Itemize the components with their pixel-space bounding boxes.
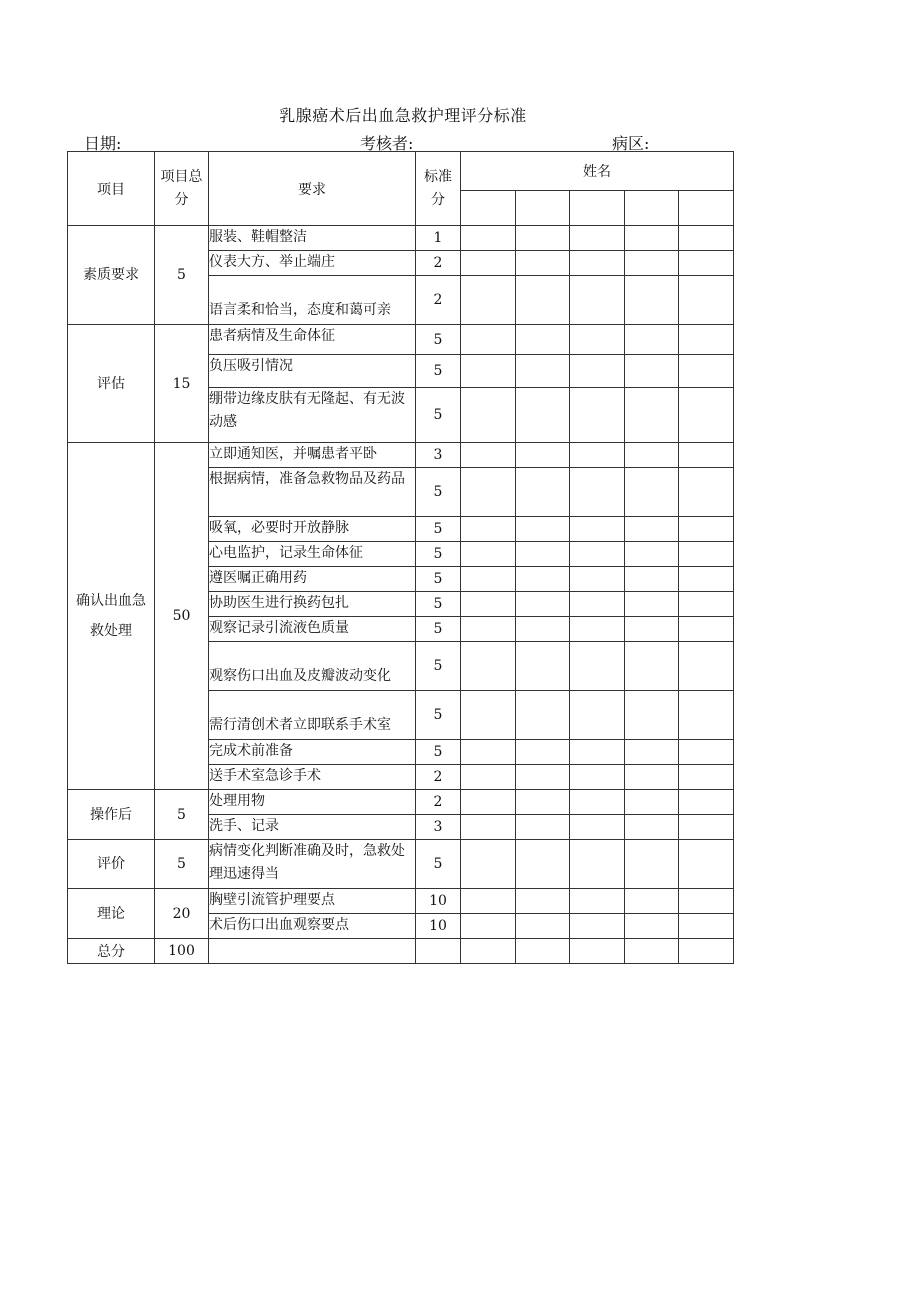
score-entry-cell[interactable] bbox=[516, 642, 570, 691]
score-entry-cell[interactable] bbox=[570, 251, 625, 276]
score-entry-cell[interactable] bbox=[461, 840, 516, 889]
requirement-text: 观察记录引流液色质量 bbox=[209, 617, 416, 642]
score-entry-cell[interactable] bbox=[679, 388, 734, 443]
score-entry-cell[interactable] bbox=[461, 517, 516, 542]
standard-score: 5 bbox=[416, 642, 461, 691]
standard-score: 5 bbox=[416, 617, 461, 642]
score-entry-cell[interactable] bbox=[570, 468, 625, 517]
score-entry-cell[interactable] bbox=[461, 388, 516, 443]
score-entry-cell[interactable] bbox=[570, 765, 625, 790]
name-column-cell[interactable] bbox=[516, 191, 570, 226]
score-entry-cell[interactable] bbox=[461, 939, 516, 964]
score-entry-cell[interactable] bbox=[516, 355, 570, 388]
standard-score: 1 bbox=[416, 226, 461, 251]
score-entry-cell[interactable] bbox=[570, 542, 625, 567]
standard-score: 5 bbox=[416, 517, 461, 542]
score-entry-cell[interactable] bbox=[570, 790, 625, 815]
score-entry-cell[interactable] bbox=[625, 355, 679, 388]
score-entry-cell[interactable] bbox=[625, 617, 679, 642]
score-entry-cell[interactable] bbox=[679, 542, 734, 567]
score-entry-cell[interactable] bbox=[461, 226, 516, 251]
header-standard-line1: 标准 bbox=[424, 168, 452, 185]
score-entry-cell[interactable] bbox=[625, 592, 679, 617]
standard-score: 5 bbox=[416, 840, 461, 889]
score-entry-cell[interactable] bbox=[570, 840, 625, 889]
score-entry-cell[interactable] bbox=[625, 251, 679, 276]
group-total-score: 15 bbox=[155, 325, 209, 443]
name-column-cell[interactable] bbox=[461, 191, 516, 226]
score-entry-cell[interactable] bbox=[516, 790, 570, 815]
group-total-score: 20 bbox=[155, 889, 209, 939]
score-entry-cell[interactable] bbox=[461, 251, 516, 276]
header-standard-line2: 分 bbox=[431, 191, 445, 208]
score-entry-cell[interactable] bbox=[461, 914, 516, 939]
requirement-text: 仪表大方、举止端庄 bbox=[209, 251, 416, 276]
score-entry-cell[interactable] bbox=[625, 388, 679, 443]
standard-score: 5 bbox=[416, 388, 461, 443]
score-entry-cell[interactable] bbox=[516, 567, 570, 592]
standard-score: 5 bbox=[416, 567, 461, 592]
table-row bbox=[68, 790, 734, 815]
total-score: 100 bbox=[155, 939, 209, 964]
score-entry-cell[interactable] bbox=[516, 388, 570, 443]
score-entry-cell[interactable] bbox=[461, 790, 516, 815]
total-requirement-empty bbox=[209, 939, 416, 964]
score-entry-cell[interactable] bbox=[461, 592, 516, 617]
score-entry-cell[interactable] bbox=[461, 691, 516, 740]
score-entry-cell[interactable] bbox=[625, 542, 679, 567]
score-entry-cell[interactable] bbox=[679, 517, 734, 542]
score-entry-cell[interactable] bbox=[570, 226, 625, 251]
header-requirement: 要求 bbox=[209, 152, 416, 226]
score-entry-cell[interactable] bbox=[461, 765, 516, 790]
score-entry-cell[interactable] bbox=[516, 517, 570, 542]
score-entry-cell[interactable] bbox=[679, 325, 734, 355]
score-entry-cell[interactable] bbox=[461, 740, 516, 765]
standard-score: 10 bbox=[416, 889, 461, 914]
score-entry-cell[interactable] bbox=[679, 691, 734, 740]
score-entry-cell[interactable] bbox=[679, 740, 734, 765]
group-name bbox=[68, 790, 155, 840]
score-entry-cell[interactable] bbox=[625, 642, 679, 691]
form-title: 乳腺癌术后出血急救护理评分标准 bbox=[279, 106, 527, 125]
standard-score: 5 bbox=[416, 325, 461, 355]
score-entry-cell[interactable] bbox=[516, 468, 570, 517]
group-total-score: 5 bbox=[155, 226, 209, 325]
score-entry-cell[interactable] bbox=[625, 740, 679, 765]
score-entry-cell[interactable] bbox=[625, 691, 679, 740]
score-entry-cell[interactable] bbox=[625, 468, 679, 517]
score-entry-cell[interactable] bbox=[625, 517, 679, 542]
standard-score: 2 bbox=[416, 251, 461, 276]
standard-score: 10 bbox=[416, 914, 461, 939]
score-entry-cell[interactable] bbox=[570, 889, 625, 914]
score-entry-cell[interactable] bbox=[625, 276, 679, 325]
score-entry-cell[interactable] bbox=[625, 840, 679, 889]
total-standard-empty bbox=[416, 939, 461, 964]
score-entry-cell[interactable] bbox=[679, 939, 734, 964]
requirement-text: 负压吸引情况 bbox=[209, 355, 416, 388]
score-entry-cell[interactable] bbox=[625, 815, 679, 840]
score-entry-cell[interactable] bbox=[570, 567, 625, 592]
score-entry-cell[interactable] bbox=[679, 914, 734, 939]
score-entry-cell[interactable] bbox=[625, 790, 679, 815]
group-name-line: 评价 bbox=[97, 856, 125, 872]
score-entry-cell[interactable] bbox=[679, 251, 734, 276]
standard-score: 5 bbox=[416, 542, 461, 567]
score-entry-cell[interactable] bbox=[570, 517, 625, 542]
table-row bbox=[68, 889, 734, 914]
score-entry-cell[interactable] bbox=[516, 691, 570, 740]
score-entry-cell[interactable] bbox=[625, 939, 679, 964]
score-entry-cell[interactable] bbox=[516, 840, 570, 889]
score-entry-cell[interactable] bbox=[679, 276, 734, 325]
score-entry-cell[interactable] bbox=[570, 325, 625, 355]
score-entry-cell[interactable] bbox=[516, 325, 570, 355]
header-name: 姓名 bbox=[461, 152, 734, 191]
date-label: 日期: bbox=[84, 134, 122, 153]
requirement-text: 遵医嘱正确用药 bbox=[209, 567, 416, 592]
total-row bbox=[68, 939, 734, 964]
standard-score: 2 bbox=[416, 765, 461, 790]
requirement-text: 立即通知医，并嘱患者平卧 bbox=[209, 443, 416, 468]
ward-label: 病区: bbox=[612, 134, 650, 153]
score-entry-cell[interactable] bbox=[461, 542, 516, 567]
score-entry-cell[interactable] bbox=[570, 691, 625, 740]
standard-score: 3 bbox=[416, 815, 461, 840]
requirement-text: 处理用物 bbox=[209, 790, 416, 815]
requirement-text: 胸壁引流管护理要点 bbox=[209, 889, 416, 914]
score-entry-cell[interactable] bbox=[516, 740, 570, 765]
score-entry-cell[interactable] bbox=[516, 939, 570, 964]
standard-score: 5 bbox=[416, 355, 461, 388]
score-entry-cell[interactable] bbox=[679, 765, 734, 790]
score-entry-cell[interactable] bbox=[461, 443, 516, 468]
score-entry-cell[interactable] bbox=[570, 592, 625, 617]
header-item: 项目 bbox=[68, 152, 155, 226]
score-entry-cell[interactable] bbox=[679, 790, 734, 815]
score-entry-cell[interactable] bbox=[625, 567, 679, 592]
score-entry-cell[interactable] bbox=[570, 914, 625, 939]
score-entry-cell[interactable] bbox=[570, 443, 625, 468]
group-name-line: 救处理 bbox=[90, 623, 132, 639]
examiner-label: 考核者: bbox=[360, 134, 414, 153]
requirement-text: 协助医生进行换药包扎 bbox=[209, 592, 416, 617]
score-entry-cell[interactable] bbox=[516, 815, 570, 840]
requirement-text: 术后伤口出血观察要点 bbox=[209, 914, 416, 939]
score-entry-cell[interactable] bbox=[516, 226, 570, 251]
score-entry-cell[interactable] bbox=[679, 617, 734, 642]
group-name-line: 操作后 bbox=[90, 806, 132, 823]
score-entry-cell[interactable] bbox=[516, 914, 570, 939]
score-entry-cell[interactable] bbox=[516, 443, 570, 468]
score-entry-cell[interactable] bbox=[570, 617, 625, 642]
score-entry-cell[interactable] bbox=[679, 443, 734, 468]
score-entry-cell[interactable] bbox=[461, 815, 516, 840]
standard-score: 5 bbox=[416, 592, 461, 617]
requirement-text: 观察伤口出血及皮瓣波动变化 bbox=[209, 642, 416, 691]
requirement-text: 患者病情及生命体征 bbox=[209, 325, 416, 355]
score-entry-cell[interactable] bbox=[461, 567, 516, 592]
score-entry-cell[interactable] bbox=[679, 567, 734, 592]
header-standard bbox=[416, 152, 461, 226]
requirement-text: 服装、鞋帽整洁 bbox=[209, 226, 416, 251]
group-name bbox=[68, 889, 155, 939]
requirement-text: 语言柔和恰当，态度和蔼可亲 bbox=[209, 276, 416, 325]
standard-score: 3 bbox=[416, 443, 461, 468]
score-entry-cell[interactable] bbox=[679, 592, 734, 617]
requirement-text: 病情变化判断准确及时，急救处理迅速得当 bbox=[209, 840, 416, 889]
header-item-total-line1: 项目总 bbox=[160, 168, 203, 185]
score-entry-cell[interactable] bbox=[625, 226, 679, 251]
requirement-text: 送手术室急诊手术 bbox=[209, 765, 416, 790]
requirement-text: 根据病情，准备急救物品及药品 bbox=[209, 468, 416, 517]
score-entry-cell[interactable] bbox=[679, 468, 734, 517]
name-column-cell[interactable] bbox=[679, 191, 734, 226]
table-row bbox=[68, 325, 734, 355]
standard-score: 2 bbox=[416, 276, 461, 325]
total-label: 总分 bbox=[68, 939, 155, 964]
group-total-score: 50 bbox=[155, 443, 209, 790]
table-row bbox=[68, 443, 734, 468]
group-name-line: 素质要求 bbox=[83, 267, 139, 283]
score-entry-cell[interactable] bbox=[625, 765, 679, 790]
score-entry-cell[interactable] bbox=[679, 889, 734, 914]
standard-score: 5 bbox=[416, 468, 461, 517]
group-name bbox=[68, 226, 155, 325]
table-row bbox=[68, 840, 734, 889]
score-entry-cell[interactable] bbox=[679, 642, 734, 691]
score-entry-cell[interactable] bbox=[570, 388, 625, 443]
score-entry-cell[interactable] bbox=[516, 251, 570, 276]
requirement-text: 吸氧，必要时开放静脉 bbox=[209, 517, 416, 542]
name-column-cell[interactable] bbox=[570, 191, 625, 226]
score-entry-cell[interactable] bbox=[461, 468, 516, 517]
score-entry-cell[interactable] bbox=[570, 740, 625, 765]
score-entry-cell[interactable] bbox=[570, 939, 625, 964]
score-entry-cell[interactable] bbox=[570, 815, 625, 840]
score-entry-cell[interactable] bbox=[625, 443, 679, 468]
score-entry-cell[interactable] bbox=[516, 765, 570, 790]
header-item-total-line2: 分 bbox=[174, 191, 189, 208]
header-item-total bbox=[155, 152, 209, 226]
score-entry-cell[interactable] bbox=[625, 889, 679, 914]
group-name bbox=[68, 443, 155, 790]
score-entry-cell[interactable] bbox=[461, 889, 516, 914]
group-total-score: 5 bbox=[155, 840, 209, 889]
score-entry-cell[interactable] bbox=[516, 542, 570, 567]
scoring-table bbox=[67, 151, 734, 964]
group-name bbox=[68, 840, 155, 889]
score-entry-cell[interactable] bbox=[679, 226, 734, 251]
group-name-line: 评估 bbox=[97, 375, 125, 392]
score-entry-cell[interactable] bbox=[625, 325, 679, 355]
score-entry-cell[interactable] bbox=[516, 617, 570, 642]
score-entry-cell[interactable] bbox=[516, 276, 570, 325]
score-entry-cell[interactable] bbox=[679, 840, 734, 889]
requirement-text: 洗手、记录 bbox=[209, 815, 416, 840]
score-entry-cell[interactable] bbox=[570, 355, 625, 388]
score-entry-cell[interactable] bbox=[570, 276, 625, 325]
group-name bbox=[68, 325, 155, 443]
score-entry-cell[interactable] bbox=[570, 642, 625, 691]
score-entry-cell[interactable] bbox=[461, 325, 516, 355]
score-entry-cell[interactable] bbox=[461, 355, 516, 388]
group-name-line: 确认出血急 bbox=[76, 593, 146, 609]
score-entry-cell[interactable] bbox=[461, 642, 516, 691]
group-total-score: 5 bbox=[155, 790, 209, 840]
requirement-text: 绷带边缘皮肤有无隆起、有无波动感 bbox=[209, 388, 416, 443]
score-entry-cell[interactable] bbox=[461, 276, 516, 325]
requirement-text: 心电监护，记录生命体征 bbox=[209, 542, 416, 567]
score-entry-cell[interactable] bbox=[679, 355, 734, 388]
requirement-text: 完成术前准备 bbox=[209, 740, 416, 765]
name-column-cell[interactable] bbox=[625, 191, 679, 226]
standard-score: 5 bbox=[416, 740, 461, 765]
standard-score: 5 bbox=[416, 691, 461, 740]
score-entry-cell[interactable] bbox=[516, 889, 570, 914]
score-entry-cell[interactable] bbox=[625, 914, 679, 939]
requirement-text: 需行清创术者立即联系手术室 bbox=[209, 691, 416, 740]
score-entry-cell[interactable] bbox=[679, 815, 734, 840]
score-entry-cell[interactable] bbox=[461, 617, 516, 642]
group-name-line: 理论 bbox=[97, 905, 125, 922]
score-entry-cell[interactable] bbox=[516, 592, 570, 617]
table-row bbox=[68, 226, 734, 251]
standard-score: 2 bbox=[416, 790, 461, 815]
